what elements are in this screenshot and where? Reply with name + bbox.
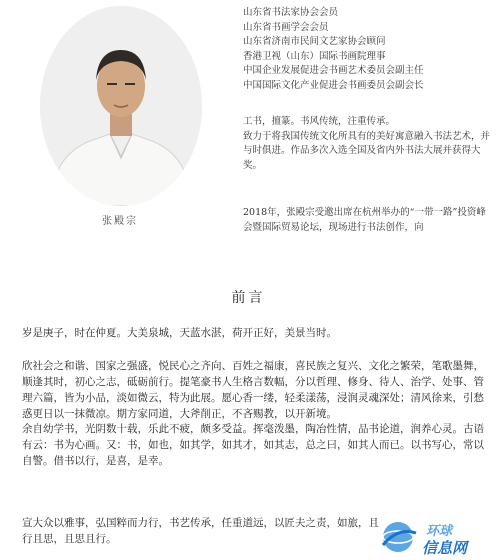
membership-list xyxy=(243,6,493,94)
membership-item: 香港卫视（山东）国际书画院理事 xyxy=(243,50,386,62)
watermark-line1: 环球 xyxy=(426,524,453,539)
globe-logo-icon xyxy=(378,515,494,559)
membership-item: 山东省济南市民间文艺家协会顾问 xyxy=(243,36,386,48)
membership-item: 山东省书画学会会员 xyxy=(243,21,329,33)
portrait-caption: 张殿宗 xyxy=(102,216,138,227)
watermark-line2: 信息网 xyxy=(422,539,468,557)
person-silhouette-icon xyxy=(40,6,202,206)
membership-item: 中国企业发展促进会书画艺术委员会副主任 xyxy=(243,65,424,77)
preface-title: 前言 xyxy=(231,290,266,306)
portrait-photo xyxy=(40,6,202,206)
preface-paragraph: 宣大众以雅事，弘国粹而力行，书艺传承，任重道远，以匠夫之责，如旅，且行且思，且思且行。 xyxy=(22,517,379,545)
membership-item: 山东省书法家协会会员 xyxy=(243,7,339,18)
membership-item: 中国国际文化产业促进会书画委员会副会长 xyxy=(243,79,424,91)
preface-paragraph: 欣社会之和谐、国家之强盛，悦民心之齐向、百姓之福康，喜民族之复兴、文化之繁荣，笔歌墨舞，顺逢其时，初心之志，砥砺前行。提笔豪书人生格言数幅，分以哲理、修身、待人、治学、处事、管理六篇，皆为小品，淡如微云，特为此展。愿心香一缕，轻柔漾荡，浸润灵魂深处；清风徐来，引愁惑更日以一抹微凉。期方家同道，大斧削正，不吝赐教，以开新境。 xyxy=(22,360,484,420)
site-watermark xyxy=(378,515,494,559)
bio-section xyxy=(243,115,493,173)
bio-skills: 工书，擅篆。书风传统，注重传承。 xyxy=(243,116,396,127)
preface-paragraph: 余自幼学书，光阴数十载，乐此不疲，颇多受益。挥毫泼墨，陶冶性情，品书论道，润养心灵。古语有云：书为心画。又：书，如也，如其学，如其才，如其志，总之曰，如其人而已。以书写心，常以自警。借书以行，是喜，是幸。 xyxy=(22,423,484,467)
bio-mission: 致力于将我国传统文化所具有的美好寓意融入书法艺术，并与时俱进。作品多次入选全国及省内外书法大展并获得大奖。 xyxy=(243,130,491,171)
bio-event: 2018年，张殿宗受邀出席在杭州举办的“一带一路”投资峰会暨国际贸易论坛，现场进行书法创作，向 xyxy=(243,207,486,233)
preface-paragraph: 岁是庚子，时在仲夏。大美泉城，天蓝水湛，荷开正好，美景当时。 xyxy=(22,327,337,339)
